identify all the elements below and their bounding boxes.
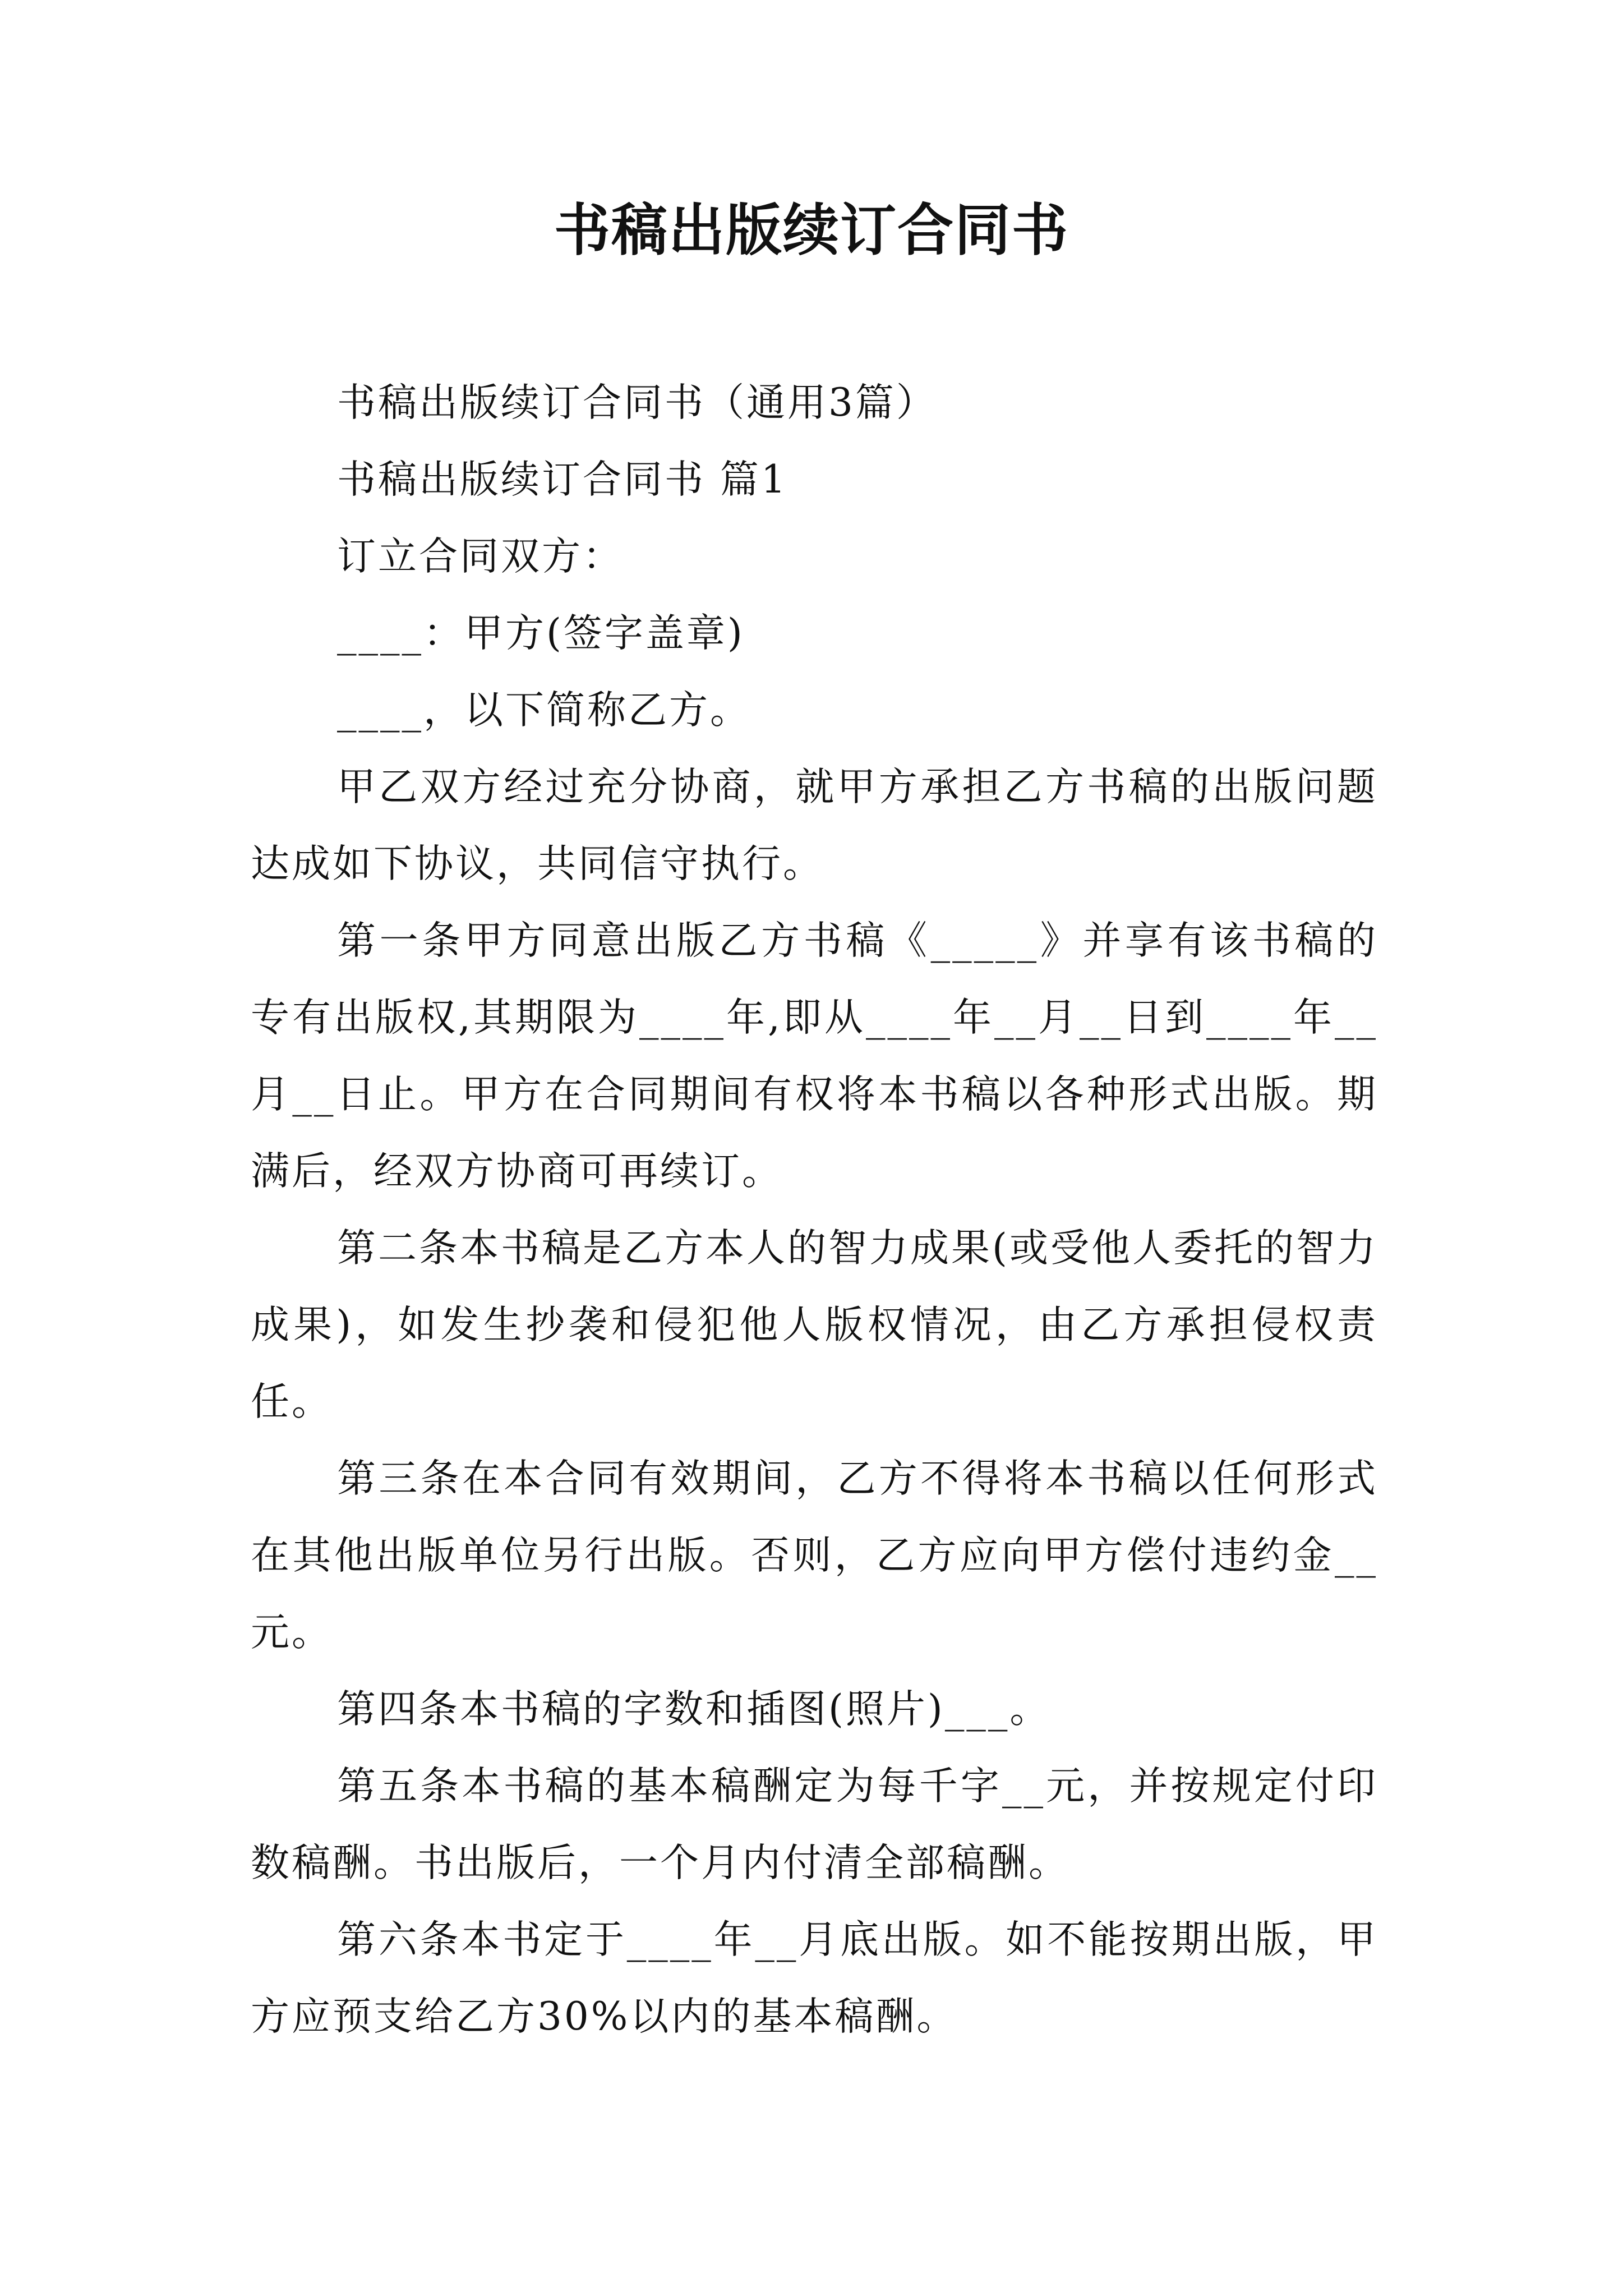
document-body <box>251 365 1378 2055</box>
parties-heading: 订立合同双方： <box>337 534 624 579</box>
subtitle-paragraph: 书稿出版续订合同书（通用3篇） <box>337 380 937 425</box>
article-3-paragraph: 第三条在本合同有效期间，乙方不得将本书稿以任何形式在其他出版单位另行出版。否则，乙方应向甲方偿付违约金__元。 <box>251 1456 1378 1655</box>
article-2-paragraph: 第二条本书稿是乙方本人的智力成果(或受他人委托的智力成果)，如发生抄袭和侵犯他人版权情况，由乙方承担侵权责任。 <box>251 1226 1378 1424</box>
article-4-paragraph: 第四条本书稿的字数和插图(照片)___。 <box>337 1687 1051 1732</box>
article-6-paragraph: 第六条本书定于____年__月底出版。如不能按期出版，甲方应预支给乙方30%以内的基本稿酬。 <box>251 1917 1378 2039</box>
preamble-paragraph: 甲乙双方经过充分协商，就甲方承担乙方书稿的出版问题达成如下协议，共同信守执行。 <box>251 765 1378 886</box>
party-b-line: ____，以下简称乙方。 <box>337 688 751 733</box>
section-heading: 书稿出版续订合同书 篇1 <box>337 457 788 502</box>
document-title: 书稿出版续订合同书 <box>554 197 1069 263</box>
article-5-paragraph: 第五条本书稿的基本稿酬定为每千字__元，并按规定付印数稿酬。书出版后，一个月内付清全部稿酬。 <box>251 1764 1378 1885</box>
article-1-paragraph: 第一条甲方同意出版乙方书稿《_____》并享有该书稿的专有出版权,其期限为____年,即从____年__月__日到____年__月__日止。甲方在合同期间有权将本书稿以各种形式出版。期满后，经双方协商可再续订。 <box>251 918 1378 1194</box>
party-a-line: ____：甲方(签字盖章) <box>337 611 745 656</box>
